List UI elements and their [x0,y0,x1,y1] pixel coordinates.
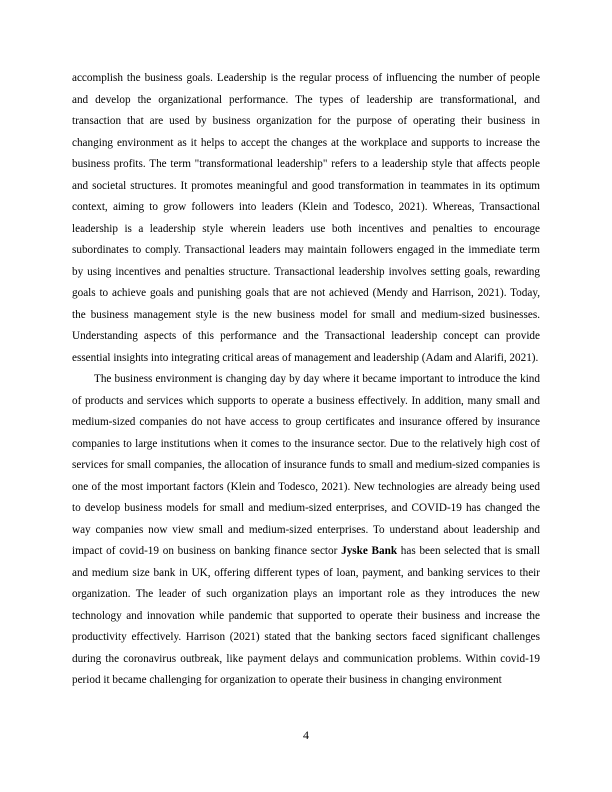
paragraph-leadership-types: accomplish the business goals. Leadership is the regular process of influencing the number of people and develop the organizational performance. The types of leadership are transformational, and transaction that are used by business organization for the purpose of operating their business in changing environment as it helps to accept the changes at the workplace and supports to increase the business profits. The term "transformational leadership" refers to a leadership style that affects people and societal structures. It promotes meaningful and good transformation in teammates in its optimum context, aiming to grow followers into leaders (Klein and Todesco, 2021). Whereas, Transactional leadership is a leadership style wherein leaders use both incentives and penalties to encourage subordinates to comply. Transactional leaders may maintain followers engaged in the immediate term by using incentives and penalties structure. Transactional leadership involves setting goals, rewarding goals to achieve goals and punishing goals that are not achieved (Mendy and Harrison, 2021). Today, the business management style is the new business model for small and medium-sized businesses. Understanding aspects of this performance and the Transactional leadership concept can provide essential insights into integrating critical areas of management and leadership (Adam and Alarifi, 2021). [72,72,540,364]
page-number: 4 [303,728,309,742]
paragraph-text-before: The business environment is changing day by day where it became important to introduce the kind of products and services which supports to operate a business effectively. In addition, many small and medium-sized companies do not have access to group certificates and insurance offered by insurance companies to large institutions when it comes to the insurance sector. Due to the relatively high cost of services for small companies, the allocation of insurance funds to small and medium-sized companies is one of the most important factors (Klein and Todesco, 2021). New technologies are already being used to develop business models for small and medium-sized enterprises, and COVID-19 has changed the way companies now view small and medium-sized enterprises. To understand about leadership and impact of covid-19 on business on banking finance sector [72,373,540,557]
paragraph-business-environment [72,369,540,692]
body-text [72,68,540,692]
paragraph-text-after: has been selected that is small and medium size bank in UK, offering different types of loan, payment, and banking services to their organization. The leader of such organization plays an important role as they introduces the new technology and innovation while pandemic that supported to operate their business and increase the productivity effectively. Harrison (2021) stated that the banking sectors faced significant challenges during the coronavirus outbreak, like payment delays and communication problems. Within covid-19 period it became challenging for organization to operate their business in changing environment [72,545,540,686]
company-name: Jyske Bank [341,545,398,557]
